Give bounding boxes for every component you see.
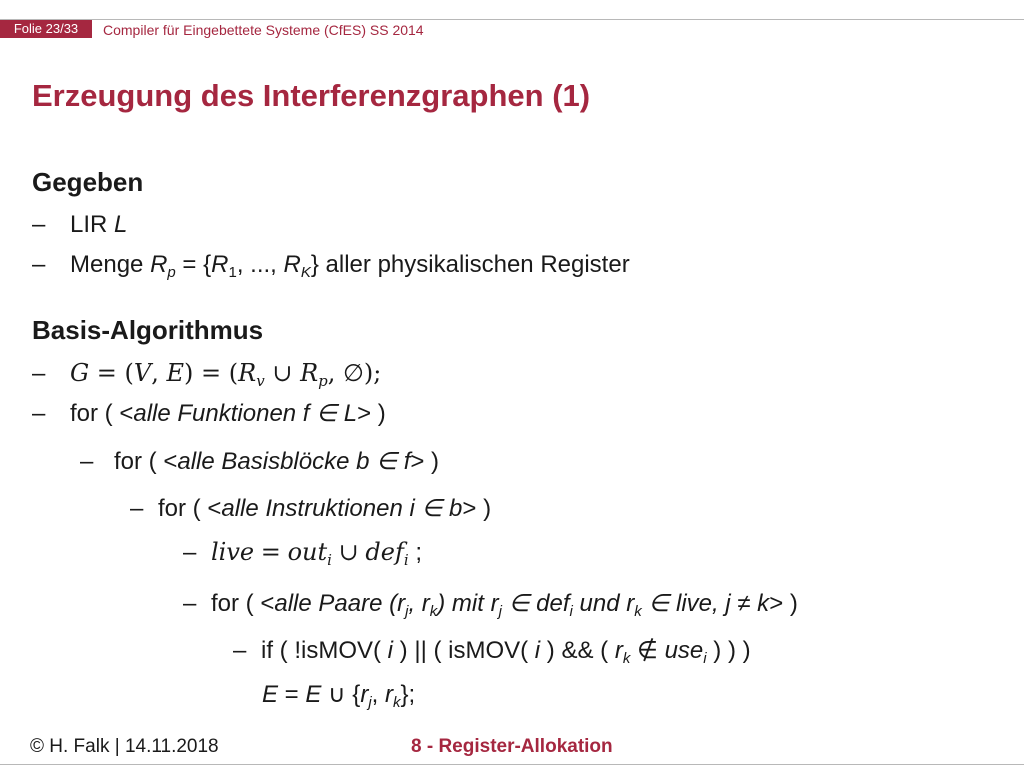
- algo-line-for-blocks: – for ( <alle Basisblöcke b ∈ f> ): [80, 448, 440, 475]
- algo-line-edge: E = E ∪ {$r_j$, $r_k$};: [262, 681, 416, 711]
- item-lir: – LIR L: [32, 211, 128, 238]
- slide-number-badge: Folie 23/33: [0, 20, 92, 38]
- lir-label: LIR: [70, 211, 108, 238]
- slide-title: Erzeugung des Interferenzgraphen (1): [32, 78, 591, 113]
- footer-divider: [0, 764, 1024, 765]
- footer-chapter: 8 - Register-Allokation: [411, 736, 613, 757]
- algo-line-for-functions: – for ( <alle Funktionen f ∈ L> ): [32, 400, 386, 427]
- footer-author-date: © H. Falk | 14.11.2018: [30, 736, 219, 757]
- header-bar: [0, 0, 1024, 42]
- course-title: Compiler für Eingebettete Systeme (CfES) SS 2014: [103, 22, 424, 38]
- algo-line-for-instructions: – for ( <alle Instruktionen i ∈ b> ): [130, 495, 492, 522]
- lir-var: L: [114, 211, 128, 238]
- algo-line-for-pairs: – for ( <alle Paare ($r_j$, $r_k$) mit $r_j$ ∈ def$_i$ und $r_k$ ∈ live, j ≠ k> ): [183, 590, 798, 620]
- item-menge: – Menge $R_p = \{R_1$, ..., $R_K$} aller physikalischen Register: [32, 251, 630, 281]
- algo-line-live: – live = out$_i$ ∪ def$_i$ ;: [183, 538, 423, 569]
- menge-label: Menge: [70, 251, 144, 278]
- section-gegeben: Gegeben: [32, 167, 144, 197]
- section-basis-algorithmus: Basis-Algorithmus: [32, 315, 264, 345]
- header-divider: [0, 19, 1024, 20]
- menge-rest: aller physikalischen Register: [318, 251, 630, 278]
- algo-line-g: – G = (V, $E) = (R_v$ ∪ $R_p$, ∅);: [32, 359, 382, 390]
- algo-line-if: – if ( !isMOV( i ) || ( isMOV( i ) && ( $r_k$ ∉ use$_i$ ) ) ): [233, 637, 751, 667]
